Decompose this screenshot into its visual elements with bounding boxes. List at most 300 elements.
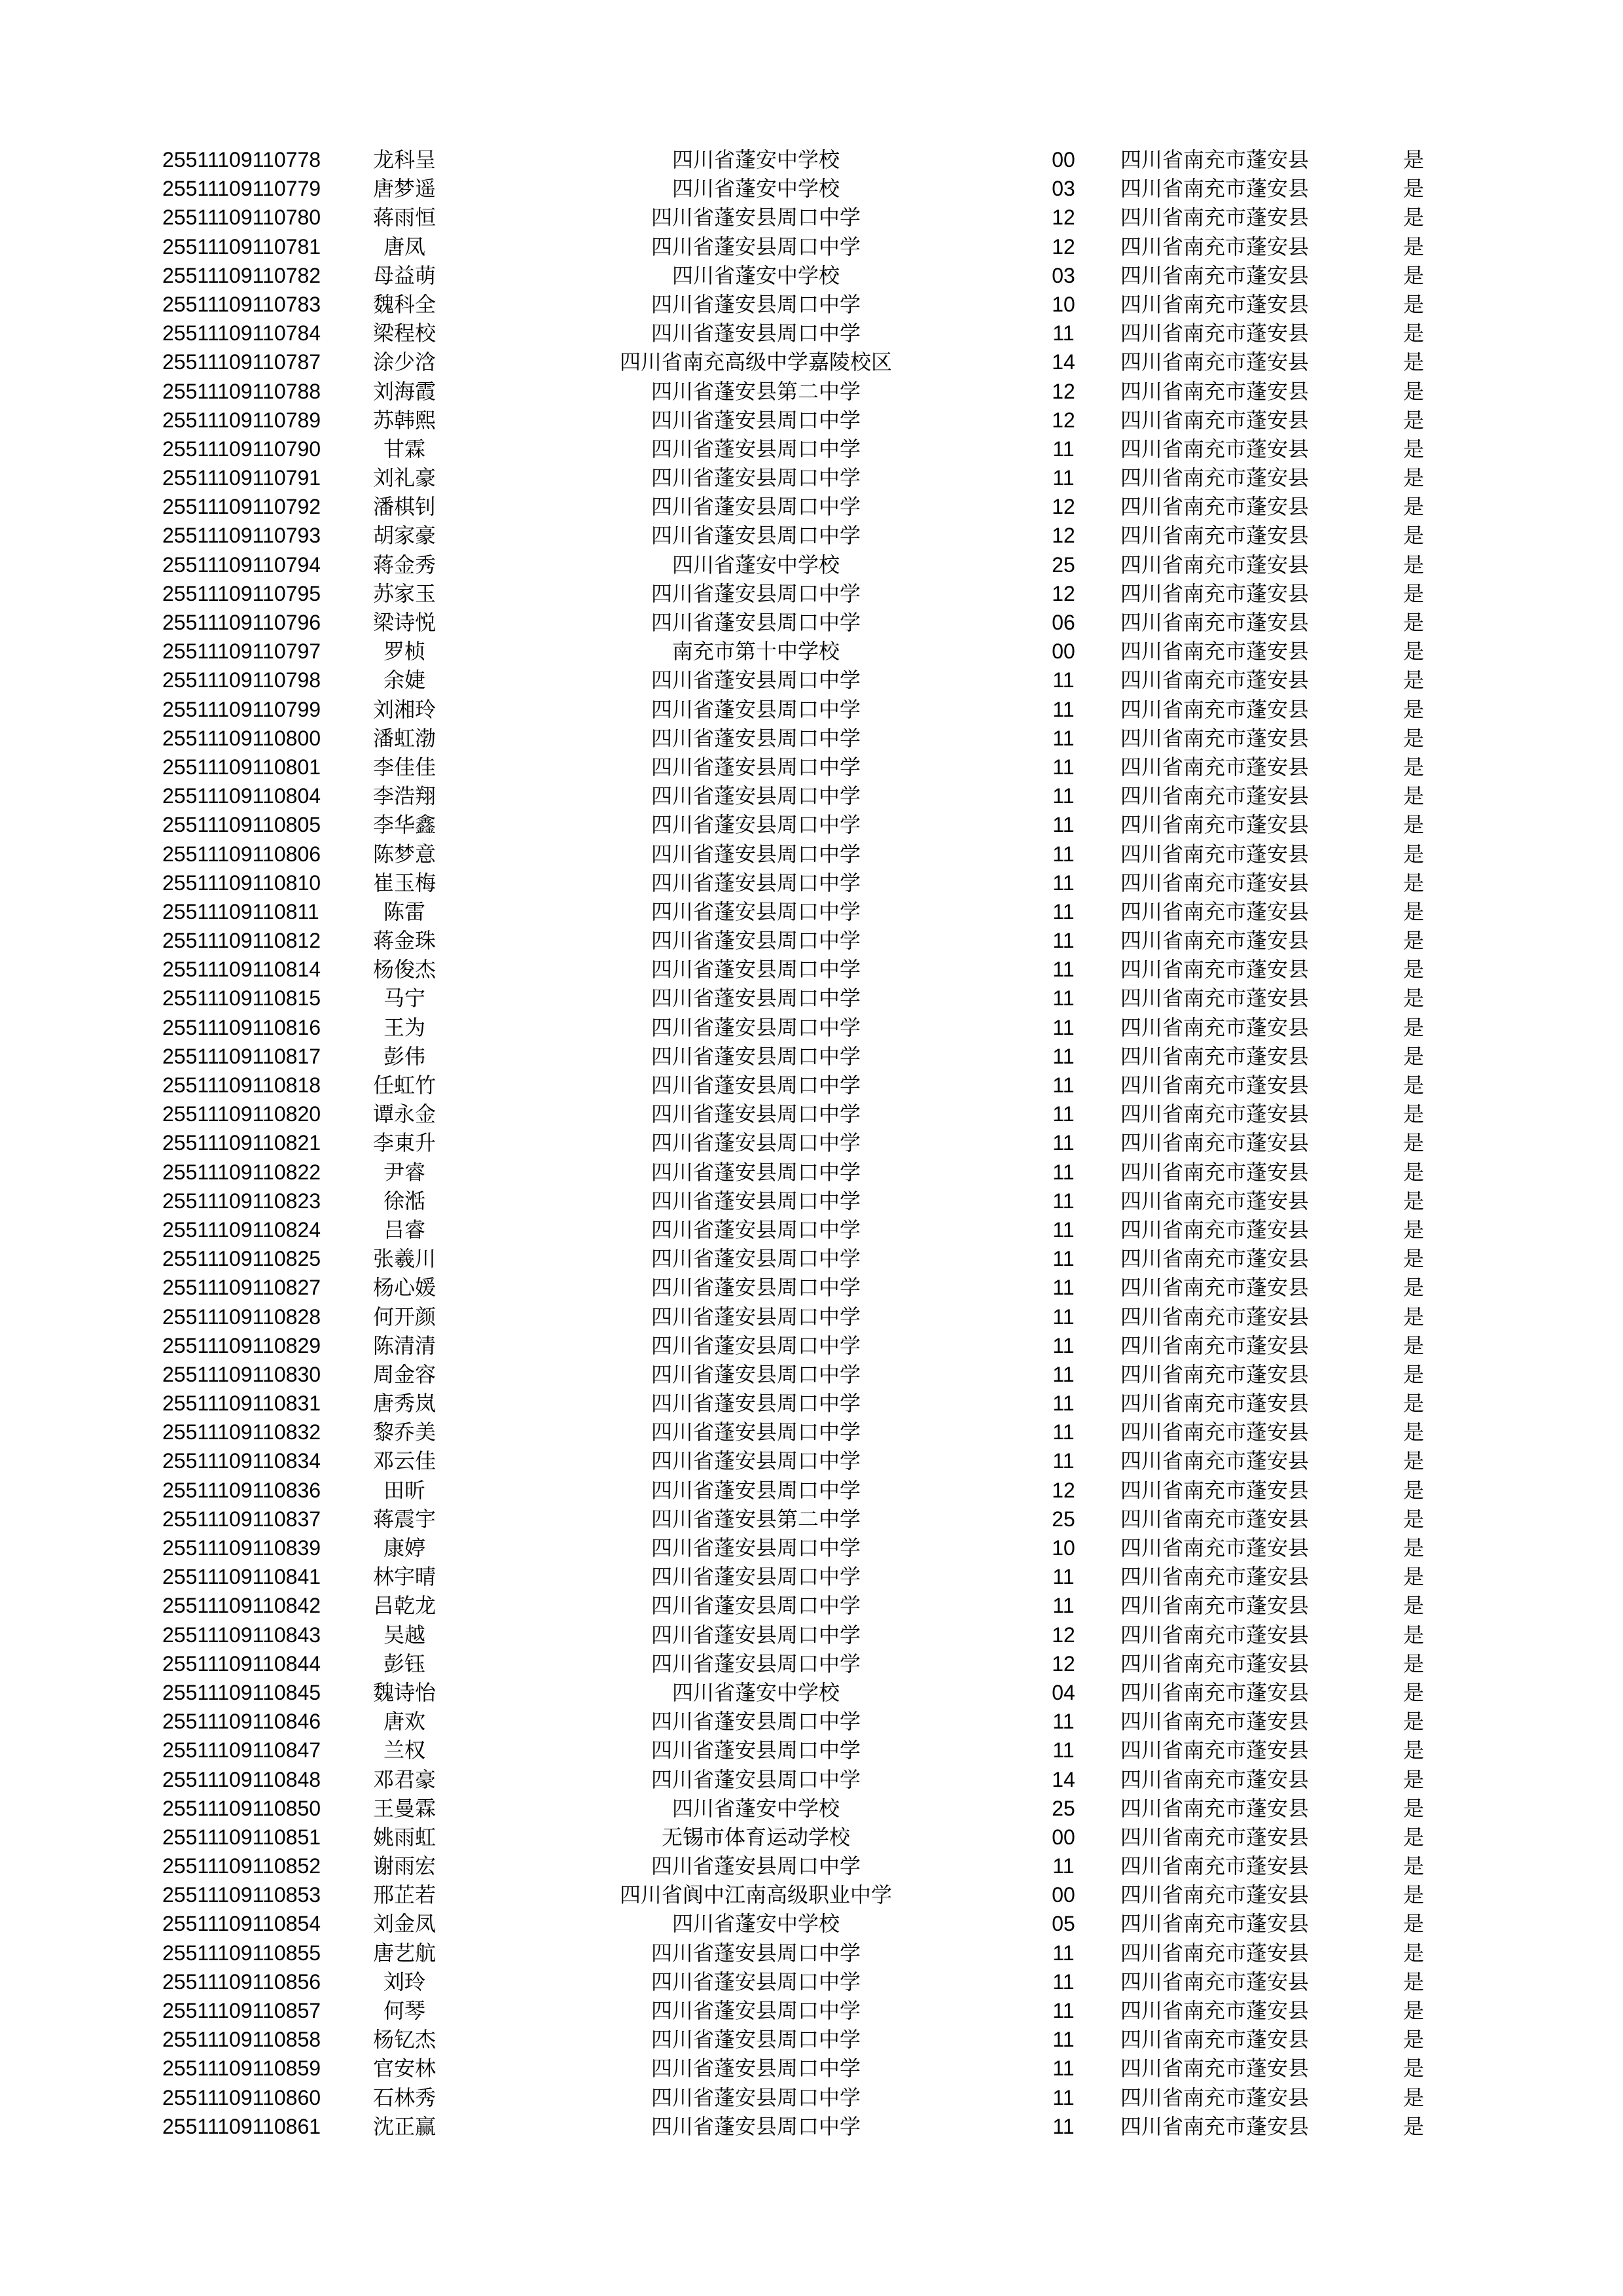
status-flag: 是 bbox=[1402, 1795, 1424, 1821]
category-code: 11 bbox=[1052, 1999, 1075, 2022]
student-id: 25511109110792 bbox=[162, 495, 321, 519]
category-code: 25 bbox=[1052, 1796, 1075, 1820]
region: 四川省南充市蓬安县 bbox=[1120, 350, 1310, 375]
student-id: 25511109110827 bbox=[162, 1276, 321, 1300]
student-id: 25511109110829 bbox=[162, 1333, 321, 1357]
status-flag: 是 bbox=[1402, 1391, 1424, 1416]
school-name: 四川省蓬安县周口中学 bbox=[651, 523, 861, 548]
school-name: 四川省蓬安县周口中学 bbox=[651, 1304, 861, 1329]
category-code: 11 bbox=[1052, 755, 1075, 779]
student-id: 25511109110828 bbox=[162, 1304, 321, 1329]
table-row bbox=[0, 1909, 1623, 1938]
student-name: 杨钇杰 bbox=[372, 2027, 436, 2053]
school-name: 四川省蓬安县周口中学 bbox=[651, 1998, 861, 2023]
school-name: 四川省蓬安县周口中学 bbox=[651, 1651, 861, 1676]
category-code: 05 bbox=[1052, 1912, 1075, 1936]
region: 四川省南充市蓬安县 bbox=[1120, 321, 1310, 346]
category-code: 11 bbox=[1052, 1333, 1075, 1357]
school-name: 四川省蓬安县周口中学 bbox=[651, 812, 861, 838]
school-name: 四川省蓬安县周口中学 bbox=[651, 1391, 861, 1416]
category-code: 11 bbox=[1052, 437, 1075, 461]
school-name: 四川省蓬安县周口中学 bbox=[651, 870, 861, 895]
table-row bbox=[0, 261, 1623, 290]
student-id: 25511109110789 bbox=[162, 408, 321, 432]
student-id: 25511109110805 bbox=[162, 813, 321, 837]
school-name: 四川省蓬安县周口中学 bbox=[651, 1709, 861, 1734]
status-flag: 是 bbox=[1402, 1709, 1424, 1734]
student-id: 25511109110817 bbox=[162, 1044, 321, 1068]
school-name: 四川省阆中江南高级职业中学 bbox=[619, 1882, 892, 1908]
category-code: 11 bbox=[1052, 1362, 1075, 1386]
status-flag: 是 bbox=[1402, 350, 1424, 375]
school-name: 四川省蓬安中学校 bbox=[671, 1911, 840, 1937]
status-flag: 是 bbox=[1402, 1477, 1424, 1503]
region: 四川省南充市蓬安县 bbox=[1120, 1767, 1310, 1792]
category-code: 25 bbox=[1052, 1507, 1075, 1531]
table-row bbox=[0, 290, 1623, 319]
school-name: 四川省蓬安县周口中学 bbox=[651, 725, 861, 751]
region: 四川省南充市蓬安县 bbox=[1120, 783, 1310, 809]
school-name: 四川省蓬安县周口中学 bbox=[651, 494, 861, 520]
student-name: 康婷 bbox=[383, 1535, 425, 1560]
region: 四川省南充市蓬安县 bbox=[1120, 1998, 1310, 2023]
student-list-table bbox=[0, 145, 1623, 2141]
student-id: 25511109110804 bbox=[162, 784, 321, 808]
student-name: 苏韩熙 bbox=[372, 407, 436, 433]
student-id: 25511109110816 bbox=[162, 1015, 321, 1039]
school-name: 四川省蓬安县周口中学 bbox=[651, 1073, 861, 1098]
status-flag: 是 bbox=[1402, 1102, 1424, 1127]
table-row bbox=[0, 521, 1623, 550]
category-code: 12 bbox=[1052, 206, 1075, 230]
category-code: 11 bbox=[1052, 321, 1075, 346]
region: 四川省南充市蓬安县 bbox=[1120, 407, 1310, 433]
status-flag: 是 bbox=[1402, 696, 1424, 722]
student-name: 魏诗怡 bbox=[372, 1679, 436, 1705]
status-flag: 是 bbox=[1402, 957, 1424, 982]
table-row bbox=[0, 637, 1623, 666]
student-id: 25511109110796 bbox=[162, 611, 321, 634]
region: 四川省南充市蓬安县 bbox=[1120, 1159, 1310, 1185]
region: 四川省南充市蓬安县 bbox=[1120, 2027, 1310, 2053]
school-name: 四川省蓬安县周口中学 bbox=[651, 291, 861, 317]
student-id: 25511109110783 bbox=[162, 292, 321, 316]
school-name: 四川省蓬安中学校 bbox=[671, 147, 840, 172]
student-name: 尹睿 bbox=[383, 1159, 425, 1185]
table-row bbox=[0, 608, 1623, 637]
student-name: 母益萌 bbox=[372, 262, 436, 288]
region: 四川省南充市蓬安县 bbox=[1120, 1420, 1310, 1445]
student-name: 彭钰 bbox=[383, 1651, 425, 1676]
status-flag: 是 bbox=[1402, 1420, 1424, 1445]
table-row bbox=[0, 1996, 1623, 2025]
status-flag: 是 bbox=[1402, 1998, 1424, 2023]
status-flag: 是 bbox=[1402, 610, 1424, 635]
region: 四川省南充市蓬安县 bbox=[1120, 870, 1310, 895]
school-name: 四川省蓬安县周口中学 bbox=[651, 2056, 861, 2081]
category-code: 11 bbox=[1052, 1217, 1075, 1242]
student-id: 25511109110820 bbox=[162, 1102, 321, 1126]
student-name: 魏科全 bbox=[372, 291, 436, 317]
category-code: 03 bbox=[1052, 177, 1075, 201]
school-name: 四川省蓬安县周口中学 bbox=[651, 1767, 861, 1792]
table-row bbox=[0, 1534, 1623, 1562]
status-flag: 是 bbox=[1402, 1159, 1424, 1185]
student-name: 龙科呈 bbox=[372, 147, 436, 172]
student-id: 25511109110854 bbox=[162, 1912, 321, 1936]
table-row bbox=[0, 1128, 1623, 1157]
table-row bbox=[0, 1187, 1623, 1215]
student-id: 25511109110852 bbox=[162, 1854, 321, 1878]
category-code: 11 bbox=[1052, 1854, 1075, 1878]
school-name: 四川省蓬安县周口中学 bbox=[651, 1102, 861, 1127]
region: 四川省南充市蓬安县 bbox=[1120, 1911, 1310, 1937]
student-name: 刘玲 bbox=[383, 1969, 425, 1994]
student-id: 25511109110798 bbox=[162, 668, 321, 692]
category-code: 11 bbox=[1052, 1015, 1075, 1039]
region: 四川省南充市蓬安县 bbox=[1120, 1391, 1310, 1416]
table-row bbox=[0, 1591, 1623, 1620]
region: 四川省南充市蓬安县 bbox=[1120, 754, 1310, 780]
student-name: 马宁 bbox=[383, 986, 425, 1011]
school-name: 四川省蓬安中学校 bbox=[671, 552, 840, 577]
student-id: 25511109110825 bbox=[162, 1247, 321, 1271]
school-name: 四川省蓬安县周口中学 bbox=[651, 1535, 861, 1560]
category-code: 06 bbox=[1052, 611, 1075, 634]
status-flag: 是 bbox=[1402, 1679, 1424, 1705]
school-name: 四川省蓬安县周口中学 bbox=[651, 610, 861, 635]
status-flag: 是 bbox=[1402, 176, 1424, 202]
category-code: 11 bbox=[1052, 1160, 1075, 1184]
student-name: 杨俊杰 bbox=[372, 957, 436, 982]
category-code: 00 bbox=[1052, 639, 1075, 664]
student-id: 25511109110778 bbox=[162, 148, 321, 171]
category-code: 11 bbox=[1052, 1941, 1075, 1965]
region: 四川省南充市蓬安县 bbox=[1120, 1795, 1310, 1821]
region: 四川省南充市蓬安县 bbox=[1120, 957, 1310, 982]
student-id: 25511109110831 bbox=[162, 1391, 321, 1416]
school-name: 四川省蓬安县周口中学 bbox=[651, 1275, 861, 1300]
student-id: 25511109110848 bbox=[162, 1767, 321, 1791]
table-row bbox=[0, 2025, 1623, 2054]
category-code: 12 bbox=[1052, 1478, 1075, 1502]
category-code: 11 bbox=[1052, 1969, 1075, 1994]
table-row bbox=[0, 174, 1623, 203]
category-code: 11 bbox=[1052, 958, 1075, 982]
student-id: 25511109110858 bbox=[162, 2028, 321, 2052]
student-id: 25511109110815 bbox=[162, 986, 321, 1011]
student-id: 25511109110839 bbox=[162, 1536, 321, 1560]
student-id: 25511109110781 bbox=[162, 234, 321, 259]
category-code: 11 bbox=[1052, 1044, 1075, 1068]
status-flag: 是 bbox=[1402, 1738, 1424, 1763]
student-id: 25511109110806 bbox=[162, 842, 321, 866]
school-name: 四川省蓬安县周口中学 bbox=[651, 1940, 861, 1965]
school-name: 四川省蓬安县周口中学 bbox=[651, 205, 861, 230]
region: 四川省南充市蓬安县 bbox=[1120, 1854, 1310, 1879]
student-id: 25511109110790 bbox=[162, 437, 321, 461]
status-flag: 是 bbox=[1402, 754, 1424, 780]
table-row bbox=[0, 406, 1623, 435]
status-flag: 是 bbox=[1402, 1882, 1424, 1908]
table-row bbox=[0, 753, 1623, 781]
status-flag: 是 bbox=[1402, 1246, 1424, 1272]
student-name: 邢芷若 bbox=[372, 1882, 436, 1908]
student-name: 甘霖 bbox=[383, 436, 425, 461]
region: 四川省南充市蓬安县 bbox=[1120, 523, 1310, 548]
student-id: 25511109110855 bbox=[162, 1941, 321, 1965]
table-row bbox=[0, 232, 1623, 261]
student-id: 25511109110847 bbox=[162, 1738, 321, 1763]
status-flag: 是 bbox=[1402, 639, 1424, 664]
region: 四川省南充市蓬安县 bbox=[1120, 1275, 1310, 1300]
category-code: 11 bbox=[1052, 2085, 1075, 2109]
region: 四川省南充市蓬安县 bbox=[1120, 986, 1310, 1011]
student-id: 25511109110799 bbox=[162, 697, 321, 721]
student-name: 余婕 bbox=[383, 668, 425, 693]
student-name: 石林秀 bbox=[372, 2085, 436, 2110]
student-id: 25511109110830 bbox=[162, 1362, 321, 1386]
table-row bbox=[0, 1505, 1623, 1534]
school-name: 四川省蓬安县周口中学 bbox=[651, 1738, 861, 1763]
region: 四川省南充市蓬安县 bbox=[1120, 696, 1310, 722]
table-row bbox=[0, 955, 1623, 984]
region: 四川省南充市蓬安县 bbox=[1120, 1564, 1310, 1590]
status-flag: 是 bbox=[1402, 1333, 1424, 1358]
school-name: 四川省蓬安县周口中学 bbox=[651, 2027, 861, 2053]
student-id: 25511109110794 bbox=[162, 552, 321, 577]
student-name: 刘湘玲 bbox=[372, 696, 436, 722]
table-row bbox=[0, 1649, 1623, 1678]
category-code: 00 bbox=[1052, 1883, 1075, 1907]
student-id: 25511109110842 bbox=[162, 1594, 321, 1618]
category-code: 11 bbox=[1052, 1189, 1075, 1213]
student-id: 25511109110834 bbox=[162, 1449, 321, 1473]
student-name: 何琴 bbox=[383, 1998, 425, 2023]
status-flag: 是 bbox=[1402, 1651, 1424, 1676]
region: 四川省南充市蓬安县 bbox=[1120, 841, 1310, 867]
table-row bbox=[0, 2054, 1623, 2083]
category-code: 12 bbox=[1052, 581, 1075, 605]
table-row bbox=[0, 1360, 1623, 1389]
region: 四川省南充市蓬安县 bbox=[1120, 1738, 1310, 1763]
school-name: 四川省蓬安县周口中学 bbox=[651, 2085, 861, 2110]
school-name: 四川省蓬安县周口中学 bbox=[651, 1969, 861, 1994]
school-name: 四川省蓬安县周口中学 bbox=[651, 783, 861, 809]
school-name: 四川省蓬安县周口中学 bbox=[651, 1420, 861, 1445]
school-name: 四川省蓬安县周口中学 bbox=[651, 1854, 861, 1879]
table-row bbox=[0, 926, 1623, 955]
region: 四川省南充市蓬安县 bbox=[1120, 1102, 1310, 1127]
student-id: 25511109110845 bbox=[162, 1680, 321, 1704]
table-row bbox=[0, 1678, 1623, 1707]
category-code: 11 bbox=[1052, 986, 1075, 1011]
student-name: 周金容 bbox=[372, 1361, 436, 1387]
student-id: 25511109110787 bbox=[162, 350, 321, 374]
student-name: 吕乾龙 bbox=[372, 1593, 436, 1619]
student-id: 25511109110779 bbox=[162, 177, 321, 201]
category-code: 14 bbox=[1052, 1767, 1075, 1791]
status-flag: 是 bbox=[1402, 928, 1424, 954]
status-flag: 是 bbox=[1402, 986, 1424, 1011]
status-flag: 是 bbox=[1402, 1275, 1424, 1300]
student-name: 田昕 bbox=[383, 1477, 425, 1503]
student-name: 苏家玉 bbox=[372, 581, 436, 606]
category-code: 11 bbox=[1052, 1391, 1075, 1416]
table-row bbox=[0, 695, 1623, 724]
table-row bbox=[0, 1736, 1623, 1765]
status-flag: 是 bbox=[1402, 812, 1424, 838]
student-name: 涂少浛 bbox=[372, 350, 436, 375]
region: 四川省南充市蓬安县 bbox=[1120, 1361, 1310, 1387]
table-row bbox=[0, 1013, 1623, 1042]
status-flag: 是 bbox=[1402, 1014, 1424, 1040]
student-id: 25511109110837 bbox=[162, 1507, 321, 1531]
region: 四川省南充市蓬安县 bbox=[1120, 1246, 1310, 1272]
status-flag: 是 bbox=[1402, 552, 1424, 577]
table-row bbox=[0, 781, 1623, 810]
student-id: 25511109110788 bbox=[162, 379, 321, 403]
status-flag: 是 bbox=[1402, 1304, 1424, 1329]
table-row bbox=[0, 1823, 1623, 1852]
category-code: 11 bbox=[1052, 899, 1075, 924]
student-id: 25511109110793 bbox=[162, 524, 321, 548]
table-row bbox=[0, 203, 1623, 232]
student-name: 潘虹渤 bbox=[372, 725, 436, 751]
student-name: 李東升 bbox=[372, 1130, 436, 1156]
student-name: 蒋雨恒 bbox=[372, 205, 436, 230]
school-name: 南充市第十中学校 bbox=[671, 639, 840, 664]
student-name: 邓君豪 bbox=[372, 1767, 436, 1792]
status-flag: 是 bbox=[1402, 1593, 1424, 1619]
region: 四川省南充市蓬安县 bbox=[1120, 1506, 1310, 1532]
table-row bbox=[0, 1331, 1623, 1360]
category-code: 00 bbox=[1052, 1825, 1075, 1849]
region: 四川省南充市蓬安县 bbox=[1120, 1622, 1310, 1647]
category-code: 11 bbox=[1052, 1710, 1075, 1734]
student-id: 25511109110795 bbox=[162, 581, 321, 605]
category-code: 11 bbox=[1052, 1565, 1075, 1589]
student-name: 蒋金秀 bbox=[372, 552, 436, 577]
school-name: 四川省蓬安县周口中学 bbox=[651, 234, 861, 259]
school-name: 四川省蓬安县周口中学 bbox=[651, 436, 861, 461]
status-flag: 是 bbox=[1402, 436, 1424, 461]
student-id: 25511109110843 bbox=[162, 1623, 321, 1647]
school-name: 四川省蓬安县周口中学 bbox=[651, 1014, 861, 1040]
student-id: 25511109110811 bbox=[162, 899, 319, 924]
region: 四川省南充市蓬安县 bbox=[1120, 1535, 1310, 1560]
school-name: 四川省蓬安县第二中学 bbox=[651, 1506, 861, 1532]
region: 四川省南充市蓬安县 bbox=[1120, 176, 1310, 202]
region: 四川省南充市蓬安县 bbox=[1120, 1014, 1310, 1040]
region: 四川省南充市蓬安县 bbox=[1120, 1651, 1310, 1676]
school-name: 四川省蓬安县周口中学 bbox=[651, 1043, 861, 1069]
student-id: 25511109110824 bbox=[162, 1217, 321, 1242]
student-name: 刘礼豪 bbox=[372, 465, 436, 491]
status-flag: 是 bbox=[1402, 1130, 1424, 1156]
table-row bbox=[0, 1418, 1623, 1446]
school-name: 四川省蓬安县周口中学 bbox=[651, 1333, 861, 1358]
status-flag: 是 bbox=[1402, 262, 1424, 288]
region: 四川省南充市蓬安县 bbox=[1120, 378, 1310, 404]
table-row bbox=[0, 1794, 1623, 1823]
table-row bbox=[0, 1042, 1623, 1071]
status-flag: 是 bbox=[1402, 205, 1424, 230]
region: 四川省南充市蓬安县 bbox=[1120, 494, 1310, 520]
table-row bbox=[0, 1158, 1623, 1187]
status-flag: 是 bbox=[1402, 1564, 1424, 1590]
category-code: 12 bbox=[1052, 234, 1075, 259]
region: 四川省南充市蓬安县 bbox=[1120, 639, 1310, 664]
region: 四川省南充市蓬安县 bbox=[1120, 581, 1310, 606]
table-row bbox=[0, 435, 1623, 463]
region: 四川省南充市蓬安县 bbox=[1120, 725, 1310, 751]
status-flag: 是 bbox=[1402, 783, 1424, 809]
category-code: 11 bbox=[1052, 842, 1075, 866]
student-name: 陈清清 bbox=[372, 1333, 436, 1358]
school-name: 四川省蓬安县周口中学 bbox=[651, 986, 861, 1011]
status-flag: 是 bbox=[1402, 1767, 1424, 1792]
table-row bbox=[0, 348, 1623, 376]
category-code: 11 bbox=[1052, 1594, 1075, 1618]
student-name: 胡家豪 bbox=[372, 523, 436, 548]
student-name: 刘金凤 bbox=[372, 1911, 436, 1937]
status-flag: 是 bbox=[1402, 1217, 1424, 1242]
status-flag: 是 bbox=[1402, 234, 1424, 259]
region: 四川省南充市蓬安县 bbox=[1120, 610, 1310, 635]
school-name: 四川省蓬安县周口中学 bbox=[651, 928, 861, 954]
region: 四川省南充市蓬安县 bbox=[1120, 436, 1310, 461]
status-flag: 是 bbox=[1402, 1854, 1424, 1879]
student-name: 唐艺航 bbox=[372, 1940, 436, 1965]
student-name: 姚雨虹 bbox=[372, 1824, 436, 1850]
student-id: 25511109110836 bbox=[162, 1478, 321, 1502]
school-name: 四川省蓬安县周口中学 bbox=[651, 465, 861, 491]
student-name: 彭伟 bbox=[383, 1043, 425, 1069]
student-id: 25511109110814 bbox=[162, 958, 321, 982]
school-name: 四川省蓬安中学校 bbox=[671, 176, 840, 202]
status-flag: 是 bbox=[1402, 581, 1424, 606]
status-flag: 是 bbox=[1402, 321, 1424, 346]
status-flag: 是 bbox=[1402, 147, 1424, 172]
table-row bbox=[0, 1621, 1623, 1649]
region: 四川省南充市蓬安县 bbox=[1120, 205, 1310, 230]
table-row bbox=[0, 1446, 1623, 1475]
region: 四川省南充市蓬安县 bbox=[1120, 1477, 1310, 1503]
student-id: 25511109110859 bbox=[162, 2056, 321, 2081]
region: 四川省南充市蓬安县 bbox=[1120, 2056, 1310, 2081]
student-name: 张羲川 bbox=[372, 1246, 436, 1272]
school-name: 四川省蓬安县周口中学 bbox=[651, 1217, 861, 1242]
category-code: 10 bbox=[1052, 1536, 1075, 1560]
category-code: 11 bbox=[1052, 726, 1075, 750]
status-flag: 是 bbox=[1402, 1448, 1424, 1474]
category-code: 11 bbox=[1052, 1420, 1075, 1444]
student-name: 梁程校 bbox=[372, 321, 436, 346]
category-code: 11 bbox=[1052, 1073, 1075, 1097]
student-id: 25511109110780 bbox=[162, 206, 321, 230]
table-row bbox=[0, 666, 1623, 694]
student-name: 陈梦意 bbox=[372, 841, 436, 867]
region: 四川省南充市蓬安县 bbox=[1120, 1188, 1310, 1213]
student-id: 25511109110822 bbox=[162, 1160, 321, 1184]
table-row bbox=[0, 550, 1623, 579]
student-id: 25511109110821 bbox=[162, 1131, 321, 1155]
table-row bbox=[0, 1852, 1623, 1880]
school-name: 四川省蓬安县周口中学 bbox=[651, 1564, 861, 1590]
category-code: 12 bbox=[1052, 524, 1075, 548]
student-name: 刘海霞 bbox=[372, 378, 436, 404]
